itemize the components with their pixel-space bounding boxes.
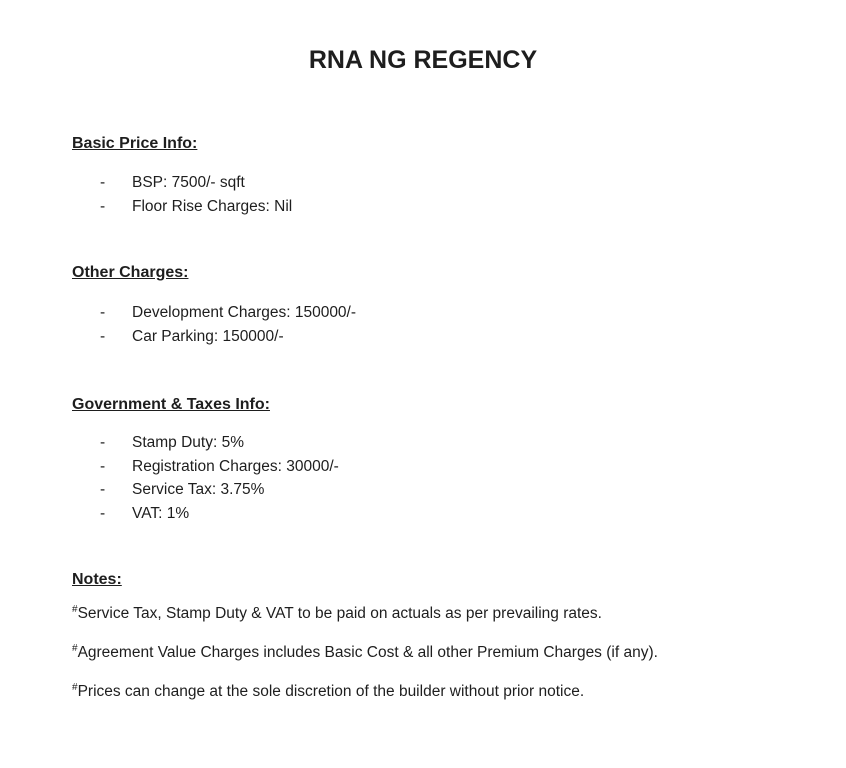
list-item (100, 301, 846, 325)
list-item-text: Service Tax: 3.75% (132, 481, 265, 498)
list-dash-marker: - (100, 304, 106, 321)
list-item (100, 502, 846, 526)
list-dash-marker: - (100, 504, 106, 522)
note-hash-marker: # (72, 681, 78, 693)
section-heading-government-taxes-info: Government & Taxes Info: (72, 396, 270, 413)
list-dash-marker: - (100, 327, 106, 345)
section-heading-basic-price-info: Basic Price Info: (72, 135, 198, 152)
list-item (100, 195, 846, 219)
basic-price-list (0, 171, 846, 218)
section-heading-other-charges: Other Charges: (72, 264, 189, 281)
note-hash-marker: # (72, 642, 78, 654)
list-dash-marker: - (100, 434, 106, 451)
note-line (72, 605, 846, 623)
note-line (72, 683, 846, 701)
government-taxes-list (0, 431, 846, 525)
list-item-text: VAT: 1% (132, 504, 190, 522)
list-item (100, 478, 846, 502)
list-item (100, 325, 846, 349)
list-item-text: Registration Charges: 30000/- (132, 457, 339, 475)
note-text: Prices can change at the sole discretion of the builder without prior notice. (77, 683, 585, 700)
list-dash-marker: - (100, 457, 106, 475)
list-item-text: Floor Rise Charges: Nil (132, 197, 293, 215)
note-hash-marker: # (72, 603, 78, 615)
list-item-text: Stamp Duty: 5% (132, 434, 244, 451)
list-item (100, 171, 846, 195)
section-heading-notes: Notes: (72, 571, 122, 588)
list-item-text: Development Charges: 150000/- (132, 304, 357, 321)
list-item-text: BSP: 7500/- sqft (132, 174, 245, 191)
list-item (100, 455, 846, 479)
list-item-text: Car Parking: 150000/- (132, 327, 284, 345)
note-text: Agreement Value Charges includes Basic Cost & all other Premium Charges (if any). (77, 644, 658, 661)
other-charges-list (0, 301, 846, 348)
list-item (100, 431, 846, 455)
list-dash-marker: - (100, 481, 106, 498)
note-line (72, 644, 846, 662)
note-text: Service Tax, Stamp Duty & VAT to be paid on actuals as per prevailing rates. (77, 605, 602, 622)
list-dash-marker: - (100, 174, 106, 191)
list-dash-marker: - (100, 197, 106, 215)
document-title: RNA NG REGENCY (308, 46, 538, 74)
